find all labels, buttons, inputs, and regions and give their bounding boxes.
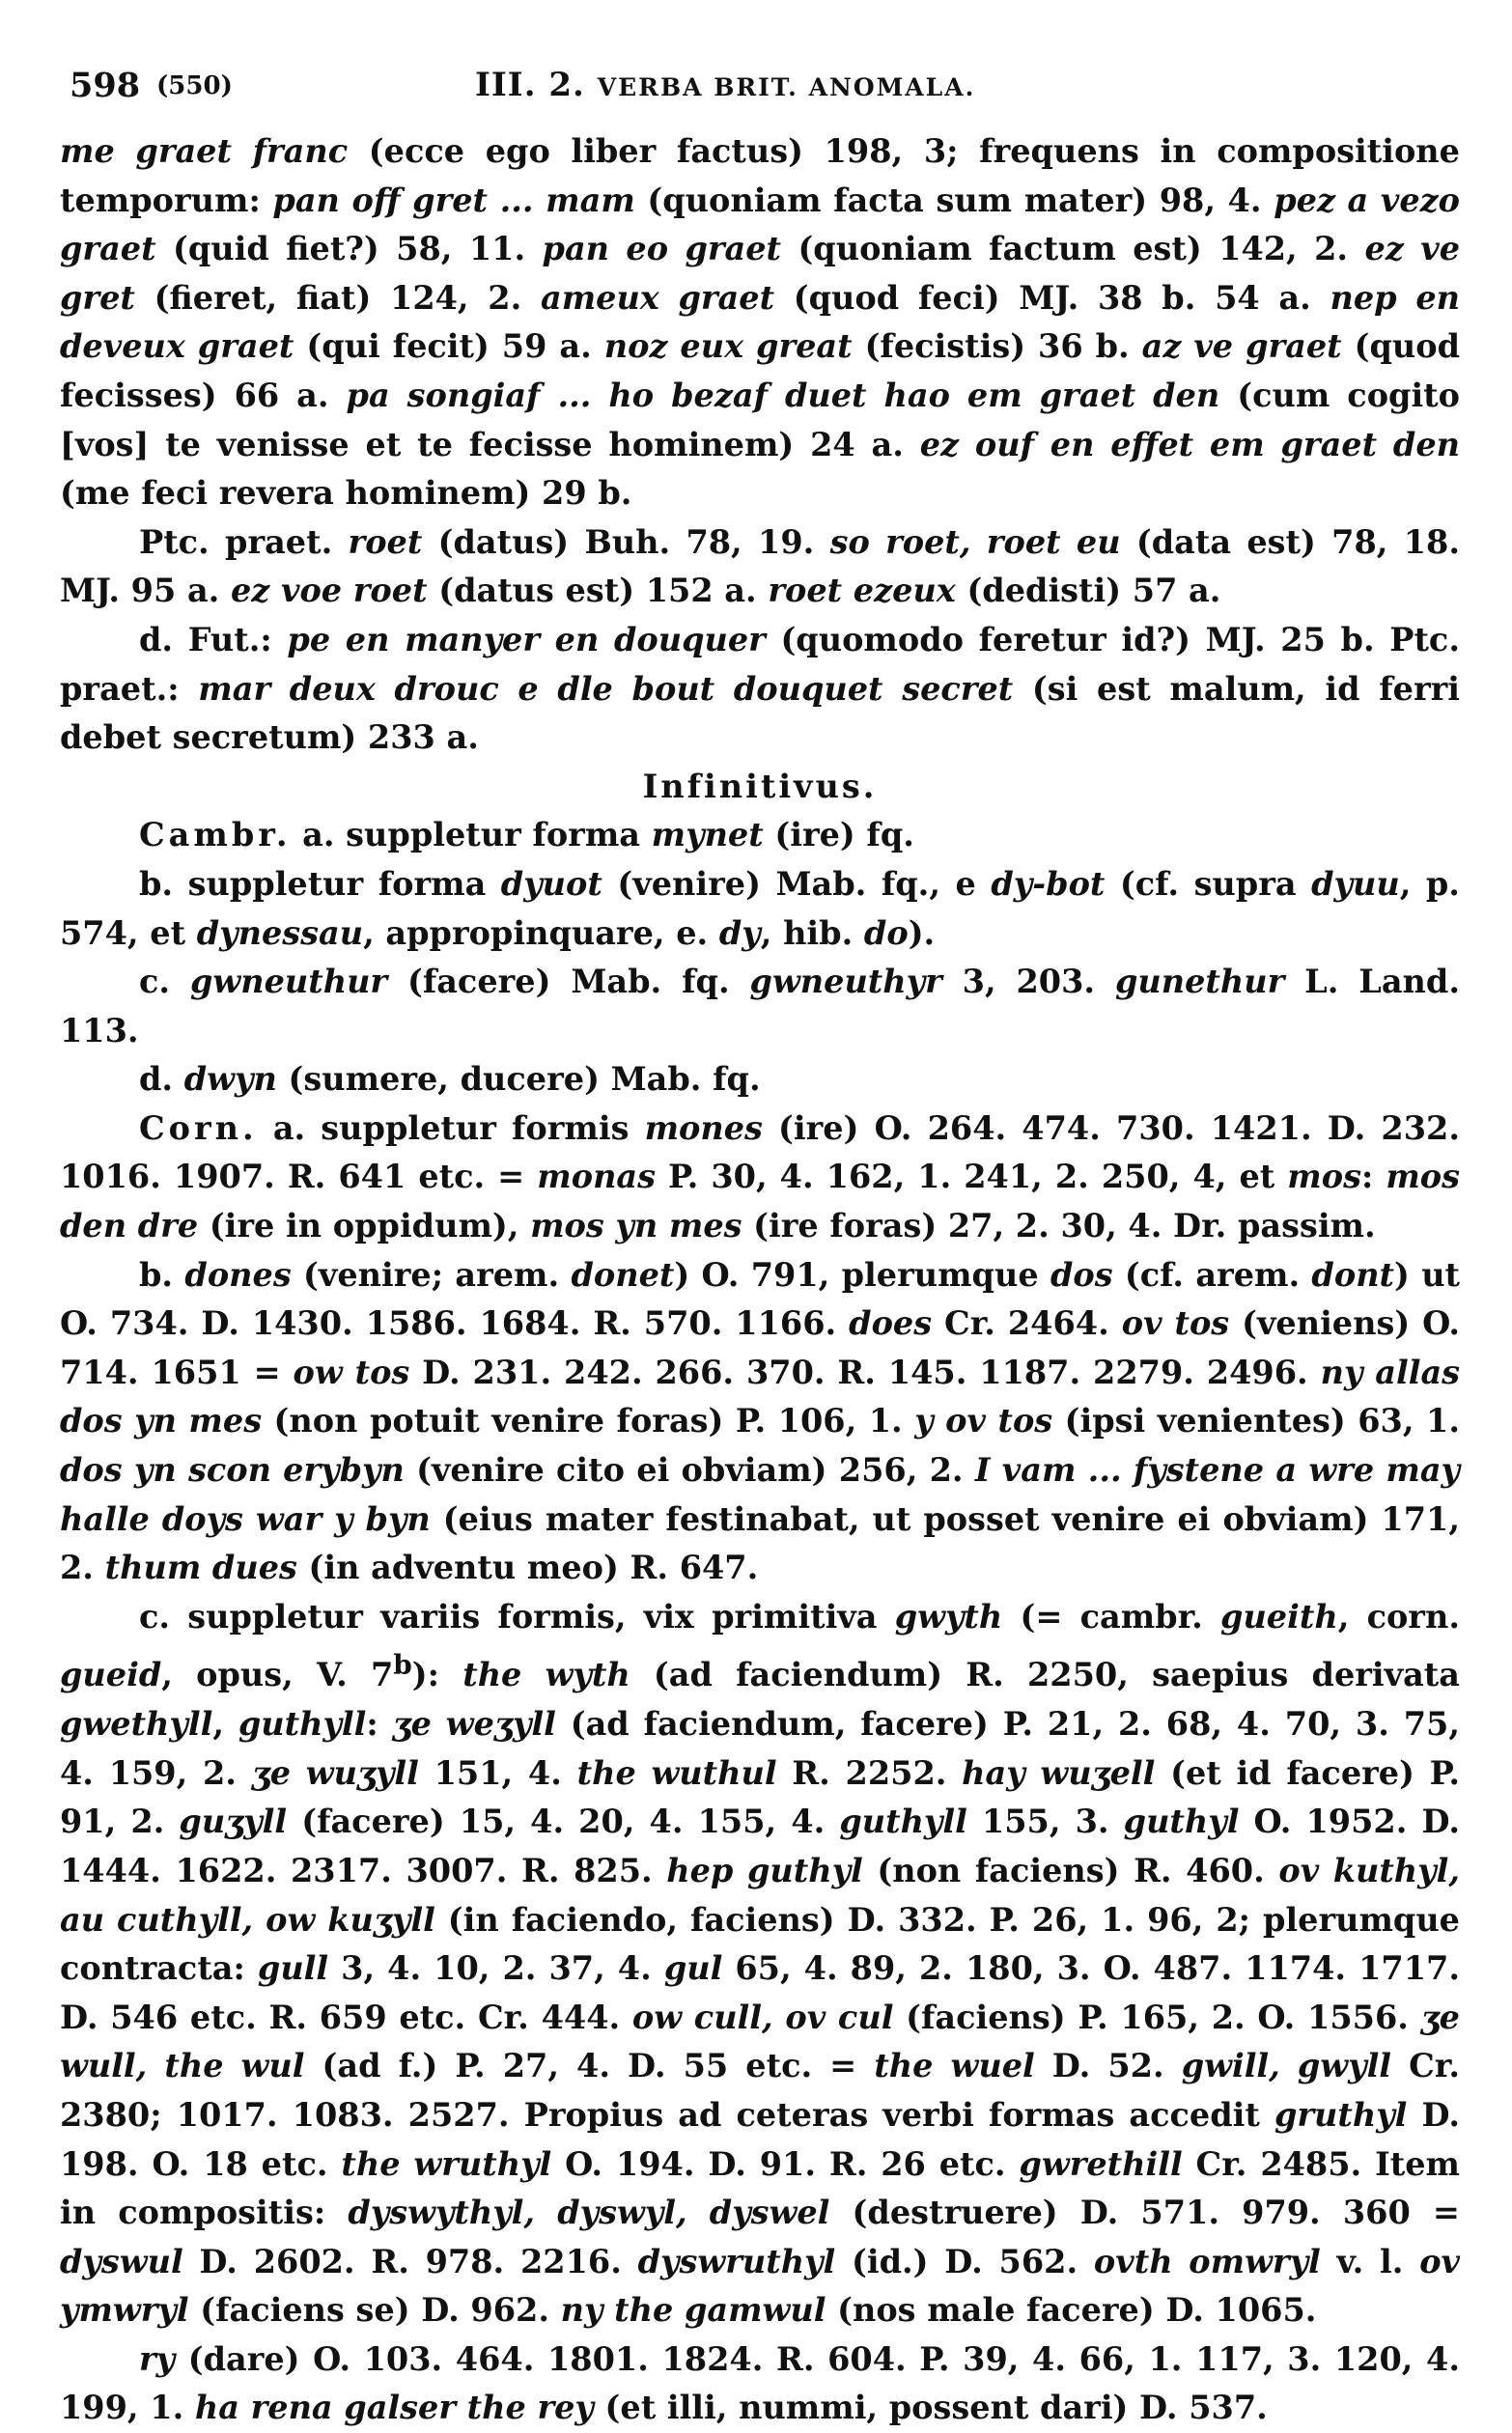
body-text bbox=[60, 127, 1460, 2433]
section-number: III. 2. bbox=[475, 66, 585, 104]
page-number: 598 bbox=[70, 66, 141, 105]
paragraph: c. suppletur variis formis, vix primitiva gwyth (= cambr. gueith, corn. gueid, opus, V. 7$^b$): the wyth (ad faciendum) R. 2250, saepius derivata gwethyll, guthyll: ʒe weʒyll (ad faciendum, facere) P. 21, 2. 68, 4. 70, 3. 75, 4. 159, 2. ʒe wuʒyll 151, 4. the wuthul R. 2252. hay wuʒell (et id facere) P. 91, 2. guʒyll (facere) 15, 4. 20, 4. 155, 4. guthyll 155, 3. guthyl O. 1952. D. 1444. 1622. 2317. 3007. R. 825. hep guthyl (non faciens) R. 460. ov kuthyl, au cuthyll, ow kuʒyll (in faciendo, faciens) D. 332. P. 26, 1. 96, 2; plerumque contracta: gull 3, 4. 10, 2. 37, 4. gul 65, 4. 89, 2. 180, 3. O. 487. 1174. 1717. D. 546 etc. R. 659 etc. Cr. 444. ow cull, ov cul (faciens) P. 165, 2. O. 1556. ʒe wull, the wul (ad f.) P. 27, 4. D. 55 etc. = the wuel D. 52. gwill, gwyll Cr. 2380; 1017. 1083. 2527. Propius ad ceteras verbi formas accedit gruthyl D. 198. O. 18 etc. the wruthyl O. 194. D. 91. R. 26 etc. gwrethill Cr. 2485. Item in compositis: dyswythyl, dyswyl, dyswel (destruere) D. 571. 979. 360 = dyswul D. 2602. R. 978. 2216. dyswruthyl (id.) D. 562. ovth omwryl v. l. ov ymwryl (faciens se) D. 962. ny the gamwul (nos male facere) D. 1065. bbox=[60, 1597, 1461, 2330]
paragraph: Ptc. praet. roet (datus) Buh. 78, 19. so roet, roet eu (data est) 78, 18. MJ. 95 a. ez voe roet (datus est) 152 a. roet ezeux (dedisti) 57 a. bbox=[60, 522, 1461, 610]
page-number-original: (550) bbox=[156, 71, 233, 100]
running-title bbox=[475, 66, 975, 104]
paragraph: d. dwyn (sumere, ducere) Mab. fq. bbox=[139, 1060, 761, 1099]
paragraph: c. gwneuthur (facere) Mab. fq. gwneuthyr 3, 203. gunethur L. Land. 113. bbox=[60, 963, 1460, 1049]
running-header bbox=[60, 60, 1460, 127]
paragraph: Corn. a. suppletur formis mones (ire) O. 264. 474. 730. 1421. D. 232. 1016. 1907. R. 641 etc. = monas P. 30, 4. 162, 1. 241, 2. 250, 4, et mos: mos den dre (ire in oppidum), mos yn mes (ire foras) 27, 2. 30, 4. Dr. passim. bbox=[60, 1108, 1460, 1245]
paragraph: me graet franc (ecce ego liber factus) 198, 3; frequens in compositione temporum: pan off gret ... mam (quoniam facta sum mater) 98, 4. pez a vezo graet (quid fiet?) 58, 11. pan eo graet (quoniam factum est) 142, 2. ez ve gret (fieret, fiat) 124, 2. ameux graet (quod feci) MJ. 38 b. 54 a. nep en deveux graet (qui fecit) 59 a. noz eux great (fecistis) 36 b. az ve graet (quod fecisses) 66 a. pa songiaf ... ho bezaf duet hao em graet den (cum cogito [vos] te venisse et te fecisse hominem) 24 a. ez ouf en effet em graet den (me feci revera hominem) 29 b. bbox=[60, 132, 1461, 513]
page bbox=[60, 60, 1460, 2433]
paragraph: b. dones (venire; arem. donet) O. 791, plerumque dos (cf. arem. dont) ut O. 734. D. 1430. 1586. 1684. R. 570. 1166. does Cr. 2464. ov tos (veniens) O. 714. 1651 = ow tos D. 231. 242. 266. 370. R. 145. 1187. 2279. 2496. ny allas dos yn mes (non potuit venire foras) P. 106, 1. y ov tos (ipsi venientes) 63, 1. dos yn scon erybyn (venire cito ei obviam) 256, 2. I vam ... fystene a wre may halle doys war y byn (eius mater festinabat, ut posset venire ei obviam) 171, 2. thum dues (in adventu meo) R. 647. bbox=[60, 1255, 1461, 1587]
paragraph: ry (dare) O. 103. 464. 1801. 1824. R. 604. P. 39, 4. 66, 1. 117, 3. 120, 4. 199, 1. ha rena galser the rey (et illi, nummi, possent dari) D. 537. bbox=[60, 2339, 1460, 2427]
paragraph: Cambr. a. suppletur forma mynet (ire) fq. bbox=[139, 816, 914, 854]
section-title: VERBA BRIT. ANOMALA. bbox=[597, 73, 976, 101]
paragraph: d. Fut.: pe en manyer en douquer (quomodo feretur id?) MJ. 25 b. Ptc. praet.: mar deux drouc e dle bout douquet secret (si est malum, id ferri debet secretum) 233 a. bbox=[60, 620, 1460, 757]
paragraph: b. suppletur forma dyuot (venire) Mab. fq., e dy-bot (cf. supra dyuu, p. 574, et dynessau, appropinquare, e. dy, hib. do). bbox=[60, 864, 1460, 952]
section-heading: Infinitivus. bbox=[642, 767, 878, 805]
